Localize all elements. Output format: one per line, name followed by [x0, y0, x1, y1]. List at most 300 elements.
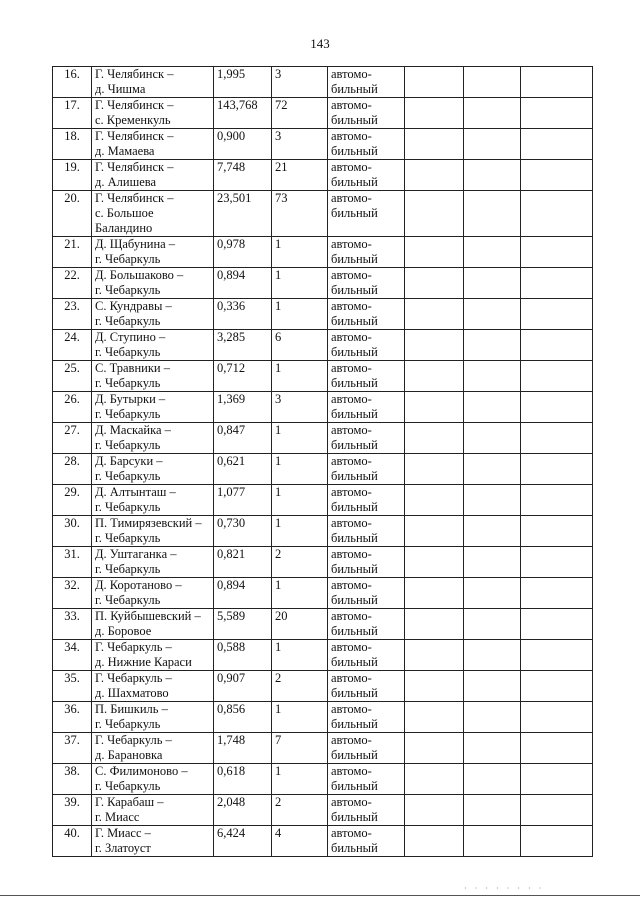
cell-route [92, 733, 214, 764]
table-row [53, 702, 593, 733]
cell-count: 1 [272, 516, 328, 547]
cell-route-line: г. Чебаркуль [95, 717, 161, 731]
cell-empty [521, 268, 593, 299]
cell-route-line: г. Чебаркуль [95, 283, 161, 297]
cell-length: 0,618 [214, 764, 272, 795]
cell-transport-type-line: автомо- [331, 733, 372, 747]
table-row [53, 423, 593, 454]
table-row [53, 160, 593, 191]
cell-empty [405, 160, 464, 191]
cell-route [92, 609, 214, 640]
cell-transport-type-line: бильный [331, 841, 378, 855]
cell-transport-type [328, 98, 405, 129]
cell-empty [521, 547, 593, 578]
table-row [53, 764, 593, 795]
cell-empty [464, 330, 521, 361]
cell-length: 3,285 [214, 330, 272, 361]
cell-empty [521, 392, 593, 423]
cell-empty [464, 671, 521, 702]
cell-transport-type-line: бильный [331, 562, 378, 576]
cell-number: 40. [53, 826, 92, 857]
cell-transport-type-line: бильный [331, 283, 378, 297]
cell-length: 0,821 [214, 547, 272, 578]
cell-transport-type [328, 795, 405, 826]
cell-empty [405, 516, 464, 547]
cell-transport-type [328, 485, 405, 516]
cell-number: 33. [53, 609, 92, 640]
cell-empty [521, 485, 593, 516]
cell-transport-type-line: автомо- [331, 516, 372, 530]
cell-number: 22. [53, 268, 92, 299]
cell-transport-type [328, 330, 405, 361]
route-table [52, 66, 593, 857]
cell-route-line: Д. Ступино – [95, 330, 166, 344]
cell-count: 2 [272, 795, 328, 826]
cell-route-line: Д. Уштаганка – [95, 547, 177, 561]
cell-transport-type-line: бильный [331, 175, 378, 189]
cell-number: 27. [53, 423, 92, 454]
table-row [53, 640, 593, 671]
cell-route [92, 98, 214, 129]
cell-empty [405, 547, 464, 578]
cell-length: 1,077 [214, 485, 272, 516]
cell-transport-type-line: автомо- [331, 392, 372, 406]
cell-transport-type-line: бильный [331, 655, 378, 669]
cell-transport-type [328, 191, 405, 237]
cell-route [92, 547, 214, 578]
cell-length: 1,748 [214, 733, 272, 764]
cell-transport-type-line: бильный [331, 252, 378, 266]
cell-route-line: Д. Маскайка – [95, 423, 171, 437]
cell-empty [464, 516, 521, 547]
cell-number: 37. [53, 733, 92, 764]
cell-empty [405, 191, 464, 237]
cell-route-line: г. Чебаркуль [95, 376, 161, 390]
table-row [53, 392, 593, 423]
cell-length: 0,978 [214, 237, 272, 268]
cell-length: 143,768 [214, 98, 272, 129]
cell-route [92, 129, 214, 160]
cell-route [92, 640, 214, 671]
cell-transport-type [328, 609, 405, 640]
cell-empty [405, 578, 464, 609]
cell-transport-type [328, 578, 405, 609]
cell-count: 4 [272, 826, 328, 857]
cell-empty [405, 764, 464, 795]
cell-empty [521, 733, 593, 764]
cell-count: 73 [272, 191, 328, 237]
cell-empty [464, 640, 521, 671]
cell-empty [405, 423, 464, 454]
cell-empty [521, 191, 593, 237]
cell-length: 1,369 [214, 392, 272, 423]
cell-transport-type-line: автомо- [331, 160, 372, 174]
cell-count: 20 [272, 609, 328, 640]
cell-route-line: д. Мамаева [95, 144, 155, 158]
cell-route-line: с. Большое [95, 206, 154, 220]
cell-transport-type-line: бильный [331, 624, 378, 638]
cell-route-line: Г. Чебаркуль – [95, 733, 172, 747]
cell-length: 5,589 [214, 609, 272, 640]
cell-number: 29. [53, 485, 92, 516]
cell-number: 31. [53, 547, 92, 578]
cell-route-line: Г. Челябинск – [95, 129, 174, 143]
cell-empty [464, 268, 521, 299]
cell-length: 2,048 [214, 795, 272, 826]
cell-transport-type-line: автомо- [331, 299, 372, 313]
cell-route-line: д. Боровое [95, 624, 152, 638]
cell-empty [464, 237, 521, 268]
cell-empty [521, 361, 593, 392]
cell-empty [464, 129, 521, 160]
cell-empty [405, 733, 464, 764]
cell-transport-type-line: автомо- [331, 454, 372, 468]
cell-transport-type [328, 67, 405, 98]
cell-empty [521, 299, 593, 330]
bottom-rule [0, 895, 640, 896]
cell-empty [464, 392, 521, 423]
scan-mark: · · · · · · · · [464, 884, 545, 893]
cell-number: 17. [53, 98, 92, 129]
cell-transport-type-line: бильный [331, 531, 378, 545]
table-row [53, 454, 593, 485]
table-row [53, 237, 593, 268]
cell-transport-type-line: бильный [331, 717, 378, 731]
cell-transport-type [328, 423, 405, 454]
cell-length: 23,501 [214, 191, 272, 237]
cell-empty [521, 764, 593, 795]
cell-transport-type [328, 454, 405, 485]
cell-transport-type-line: бильный [331, 376, 378, 390]
table-row [53, 733, 593, 764]
table-body [53, 67, 593, 857]
cell-transport-type-line: бильный [331, 593, 378, 607]
cell-transport-type [328, 826, 405, 857]
cell-count: 1 [272, 485, 328, 516]
cell-transport-type [328, 129, 405, 160]
cell-route-line: Г. Челябинск – [95, 98, 174, 112]
cell-empty [405, 268, 464, 299]
cell-empty [521, 516, 593, 547]
cell-route [92, 516, 214, 547]
cell-empty [521, 237, 593, 268]
cell-transport-type-line: автомо- [331, 67, 372, 81]
cell-empty [405, 98, 464, 129]
cell-transport-type-line: автомо- [331, 671, 372, 685]
cell-transport-type-line: автомо- [331, 191, 372, 205]
cell-route [92, 578, 214, 609]
cell-length: 6,424 [214, 826, 272, 857]
cell-length: 0,712 [214, 361, 272, 392]
cell-empty [405, 640, 464, 671]
cell-empty [521, 160, 593, 191]
cell-empty [405, 485, 464, 516]
cell-transport-type [328, 299, 405, 330]
cell-count: 1 [272, 764, 328, 795]
cell-empty [521, 98, 593, 129]
cell-length: 0,621 [214, 454, 272, 485]
cell-count: 1 [272, 454, 328, 485]
cell-number: 38. [53, 764, 92, 795]
table-row [53, 67, 593, 98]
cell-route-line: Г. Чебаркуль – [95, 640, 172, 654]
cell-route [92, 764, 214, 795]
cell-transport-type [328, 361, 405, 392]
table-row [53, 330, 593, 361]
cell-count: 3 [272, 129, 328, 160]
cell-route [92, 826, 214, 857]
cell-number: 20. [53, 191, 92, 237]
cell-route-line: г. Чебаркуль [95, 314, 161, 328]
cell-length: 7,748 [214, 160, 272, 191]
cell-count: 3 [272, 392, 328, 423]
cell-transport-type [328, 733, 405, 764]
cell-transport-type [328, 764, 405, 795]
cell-empty [521, 826, 593, 857]
cell-empty [464, 454, 521, 485]
cell-empty [405, 299, 464, 330]
table-row [53, 826, 593, 857]
cell-count: 1 [272, 423, 328, 454]
cell-empty [521, 578, 593, 609]
cell-empty [405, 826, 464, 857]
cell-route [92, 361, 214, 392]
cell-number: 36. [53, 702, 92, 733]
cell-transport-type-line: автомо- [331, 826, 372, 840]
cell-route-line: г. Чебаркуль [95, 407, 161, 421]
cell-route-line: П. Бишкиль – [95, 702, 168, 716]
cell-route-line: Г. Чебаркуль – [95, 671, 172, 685]
cell-empty [521, 609, 593, 640]
cell-count: 2 [272, 547, 328, 578]
cell-empty [405, 330, 464, 361]
cell-transport-type-line: бильный [331, 82, 378, 96]
table-row [53, 516, 593, 547]
cell-length: 0,894 [214, 578, 272, 609]
cell-count: 72 [272, 98, 328, 129]
cell-number: 23. [53, 299, 92, 330]
cell-count: 1 [272, 640, 328, 671]
cell-route-line: г. Чебаркуль [95, 531, 161, 545]
cell-transport-type-line: бильный [331, 438, 378, 452]
cell-transport-type-line: автомо- [331, 129, 372, 143]
cell-transport-type-line: автомо- [331, 423, 372, 437]
cell-length: 1,995 [214, 67, 272, 98]
cell-empty [405, 392, 464, 423]
cell-route-line: Г. Челябинск – [95, 160, 174, 174]
page-number: 143 [310, 36, 330, 51]
cell-route-line: д. Алишева [95, 175, 157, 189]
cell-empty [405, 609, 464, 640]
cell-route-line: Д. Большаково – [95, 268, 184, 282]
table-row [53, 485, 593, 516]
cell-transport-type [328, 702, 405, 733]
cell-transport-type-line: бильный [331, 314, 378, 328]
cell-transport-type-line: бильный [331, 686, 378, 700]
cell-route [92, 454, 214, 485]
cell-route [92, 67, 214, 98]
cell-empty [464, 98, 521, 129]
cell-route [92, 160, 214, 191]
table-row [53, 98, 593, 129]
cell-route-line: г. Чебаркуль [95, 469, 161, 483]
cell-transport-type-line: автомо- [331, 361, 372, 375]
cell-transport-type [328, 268, 405, 299]
cell-route-line: П. Куйбышевский – [95, 609, 201, 623]
cell-count: 1 [272, 361, 328, 392]
cell-number: 19. [53, 160, 92, 191]
cell-route [92, 795, 214, 826]
cell-empty [464, 191, 521, 237]
cell-number: 34. [53, 640, 92, 671]
cell-transport-type-line: бильный [331, 407, 378, 421]
cell-empty [464, 160, 521, 191]
cell-route-line: Д. Бутырки – [95, 392, 166, 406]
cell-route-line: г. Чебаркуль [95, 779, 161, 793]
cell-count: 3 [272, 67, 328, 98]
cell-route-line: г. Миасс [95, 810, 140, 824]
cell-transport-type-line: автомо- [331, 795, 372, 809]
cell-transport-type-line: бильный [331, 500, 378, 514]
cell-route-line: Г. Челябинск – [95, 67, 174, 81]
cell-empty [405, 671, 464, 702]
cell-transport-type [328, 547, 405, 578]
cell-route-line: г. Чебаркуль [95, 562, 161, 576]
cell-empty [464, 764, 521, 795]
cell-empty [464, 795, 521, 826]
cell-transport-type-line: автомо- [331, 609, 372, 623]
cell-transport-type [328, 160, 405, 191]
cell-route [92, 423, 214, 454]
cell-empty [521, 423, 593, 454]
cell-empty [521, 671, 593, 702]
cell-number: 28. [53, 454, 92, 485]
cell-empty [464, 299, 521, 330]
cell-transport-type-line: автомо- [331, 237, 372, 251]
table-row [53, 609, 593, 640]
cell-transport-type-line: автомо- [331, 485, 372, 499]
cell-number: 16. [53, 67, 92, 98]
cell-empty [405, 237, 464, 268]
cell-count: 1 [272, 299, 328, 330]
cell-empty [405, 129, 464, 160]
cell-transport-type [328, 516, 405, 547]
cell-empty [405, 67, 464, 98]
cell-route [92, 485, 214, 516]
cell-route-line: Д. Алтынташ – [95, 485, 176, 499]
table-row [53, 361, 593, 392]
cell-empty [521, 702, 593, 733]
cell-route-line: Д. Коротаново – [95, 578, 182, 592]
cell-route-line: С. Травники – [95, 361, 170, 375]
cell-transport-type [328, 671, 405, 702]
cell-number: 18. [53, 129, 92, 160]
cell-length: 0,847 [214, 423, 272, 454]
table-row [53, 129, 593, 160]
cell-transport-type-line: бильный [331, 748, 378, 762]
cell-route-line: Баландино [95, 221, 153, 235]
cell-number: 21. [53, 237, 92, 268]
table-row [53, 268, 593, 299]
cell-route-line: г. Чебаркуль [95, 500, 161, 514]
cell-transport-type-line: автомо- [331, 640, 372, 654]
table-row [53, 795, 593, 826]
cell-length: 0,588 [214, 640, 272, 671]
cell-empty [464, 578, 521, 609]
cell-empty [464, 702, 521, 733]
cell-route-line: Г. Миасс – [95, 826, 151, 840]
cell-route-line: д. Нижние Караси [95, 655, 192, 669]
cell-empty [464, 423, 521, 454]
cell-transport-type-line: бильный [331, 345, 378, 359]
cell-empty [405, 702, 464, 733]
cell-empty [464, 485, 521, 516]
cell-empty [521, 640, 593, 671]
cell-route-line: г. Чебаркуль [95, 345, 161, 359]
table-row [53, 547, 593, 578]
cell-count: 2 [272, 671, 328, 702]
cell-route-line: д. Барановка [95, 748, 163, 762]
cell-empty [464, 733, 521, 764]
cell-empty [405, 454, 464, 485]
cell-transport-type-line: бильный [331, 810, 378, 824]
cell-route-line: Д. Щабунина – [95, 237, 176, 251]
cell-transport-type [328, 237, 405, 268]
cell-route-line: г. Златоуст [95, 841, 151, 855]
table-row [53, 671, 593, 702]
cell-transport-type-line: бильный [331, 469, 378, 483]
cell-empty [464, 826, 521, 857]
cell-transport-type-line: бильный [331, 779, 378, 793]
cell-transport-type-line: автомо- [331, 764, 372, 778]
cell-empty [521, 454, 593, 485]
cell-length: 0,856 [214, 702, 272, 733]
cell-route-line: Г. Челябинск – [95, 191, 174, 205]
cell-count: 1 [272, 268, 328, 299]
cell-number: 35. [53, 671, 92, 702]
cell-route [92, 671, 214, 702]
cell-route-line: г. Чебаркуль [95, 252, 161, 266]
table-row [53, 191, 593, 237]
cell-length: 0,730 [214, 516, 272, 547]
table-row [53, 578, 593, 609]
cell-transport-type [328, 640, 405, 671]
cell-empty [464, 67, 521, 98]
cell-empty [464, 609, 521, 640]
cell-count: 7 [272, 733, 328, 764]
cell-transport-type-line: бильный [331, 206, 378, 220]
cell-route-line: С. Филимоново – [95, 764, 188, 778]
cell-transport-type-line: автомо- [331, 268, 372, 282]
cell-route [92, 268, 214, 299]
cell-route [92, 702, 214, 733]
cell-empty [405, 795, 464, 826]
cell-length: 0,336 [214, 299, 272, 330]
cell-route-line: Д. Барсуки – [95, 454, 163, 468]
cell-transport-type-line: автомо- [331, 578, 372, 592]
cell-transport-type-line: бильный [331, 113, 378, 127]
cell-route-line: д. Шахматово [95, 686, 169, 700]
cell-number: 32. [53, 578, 92, 609]
cell-route-line: г. Чебаркуль [95, 593, 161, 607]
cell-transport-type-line: автомо- [331, 702, 372, 716]
cell-number: 26. [53, 392, 92, 423]
cell-empty [405, 361, 464, 392]
cell-transport-type-line: автомо- [331, 547, 372, 561]
cell-length: 0,907 [214, 671, 272, 702]
cell-empty [521, 330, 593, 361]
cell-count: 1 [272, 702, 328, 733]
